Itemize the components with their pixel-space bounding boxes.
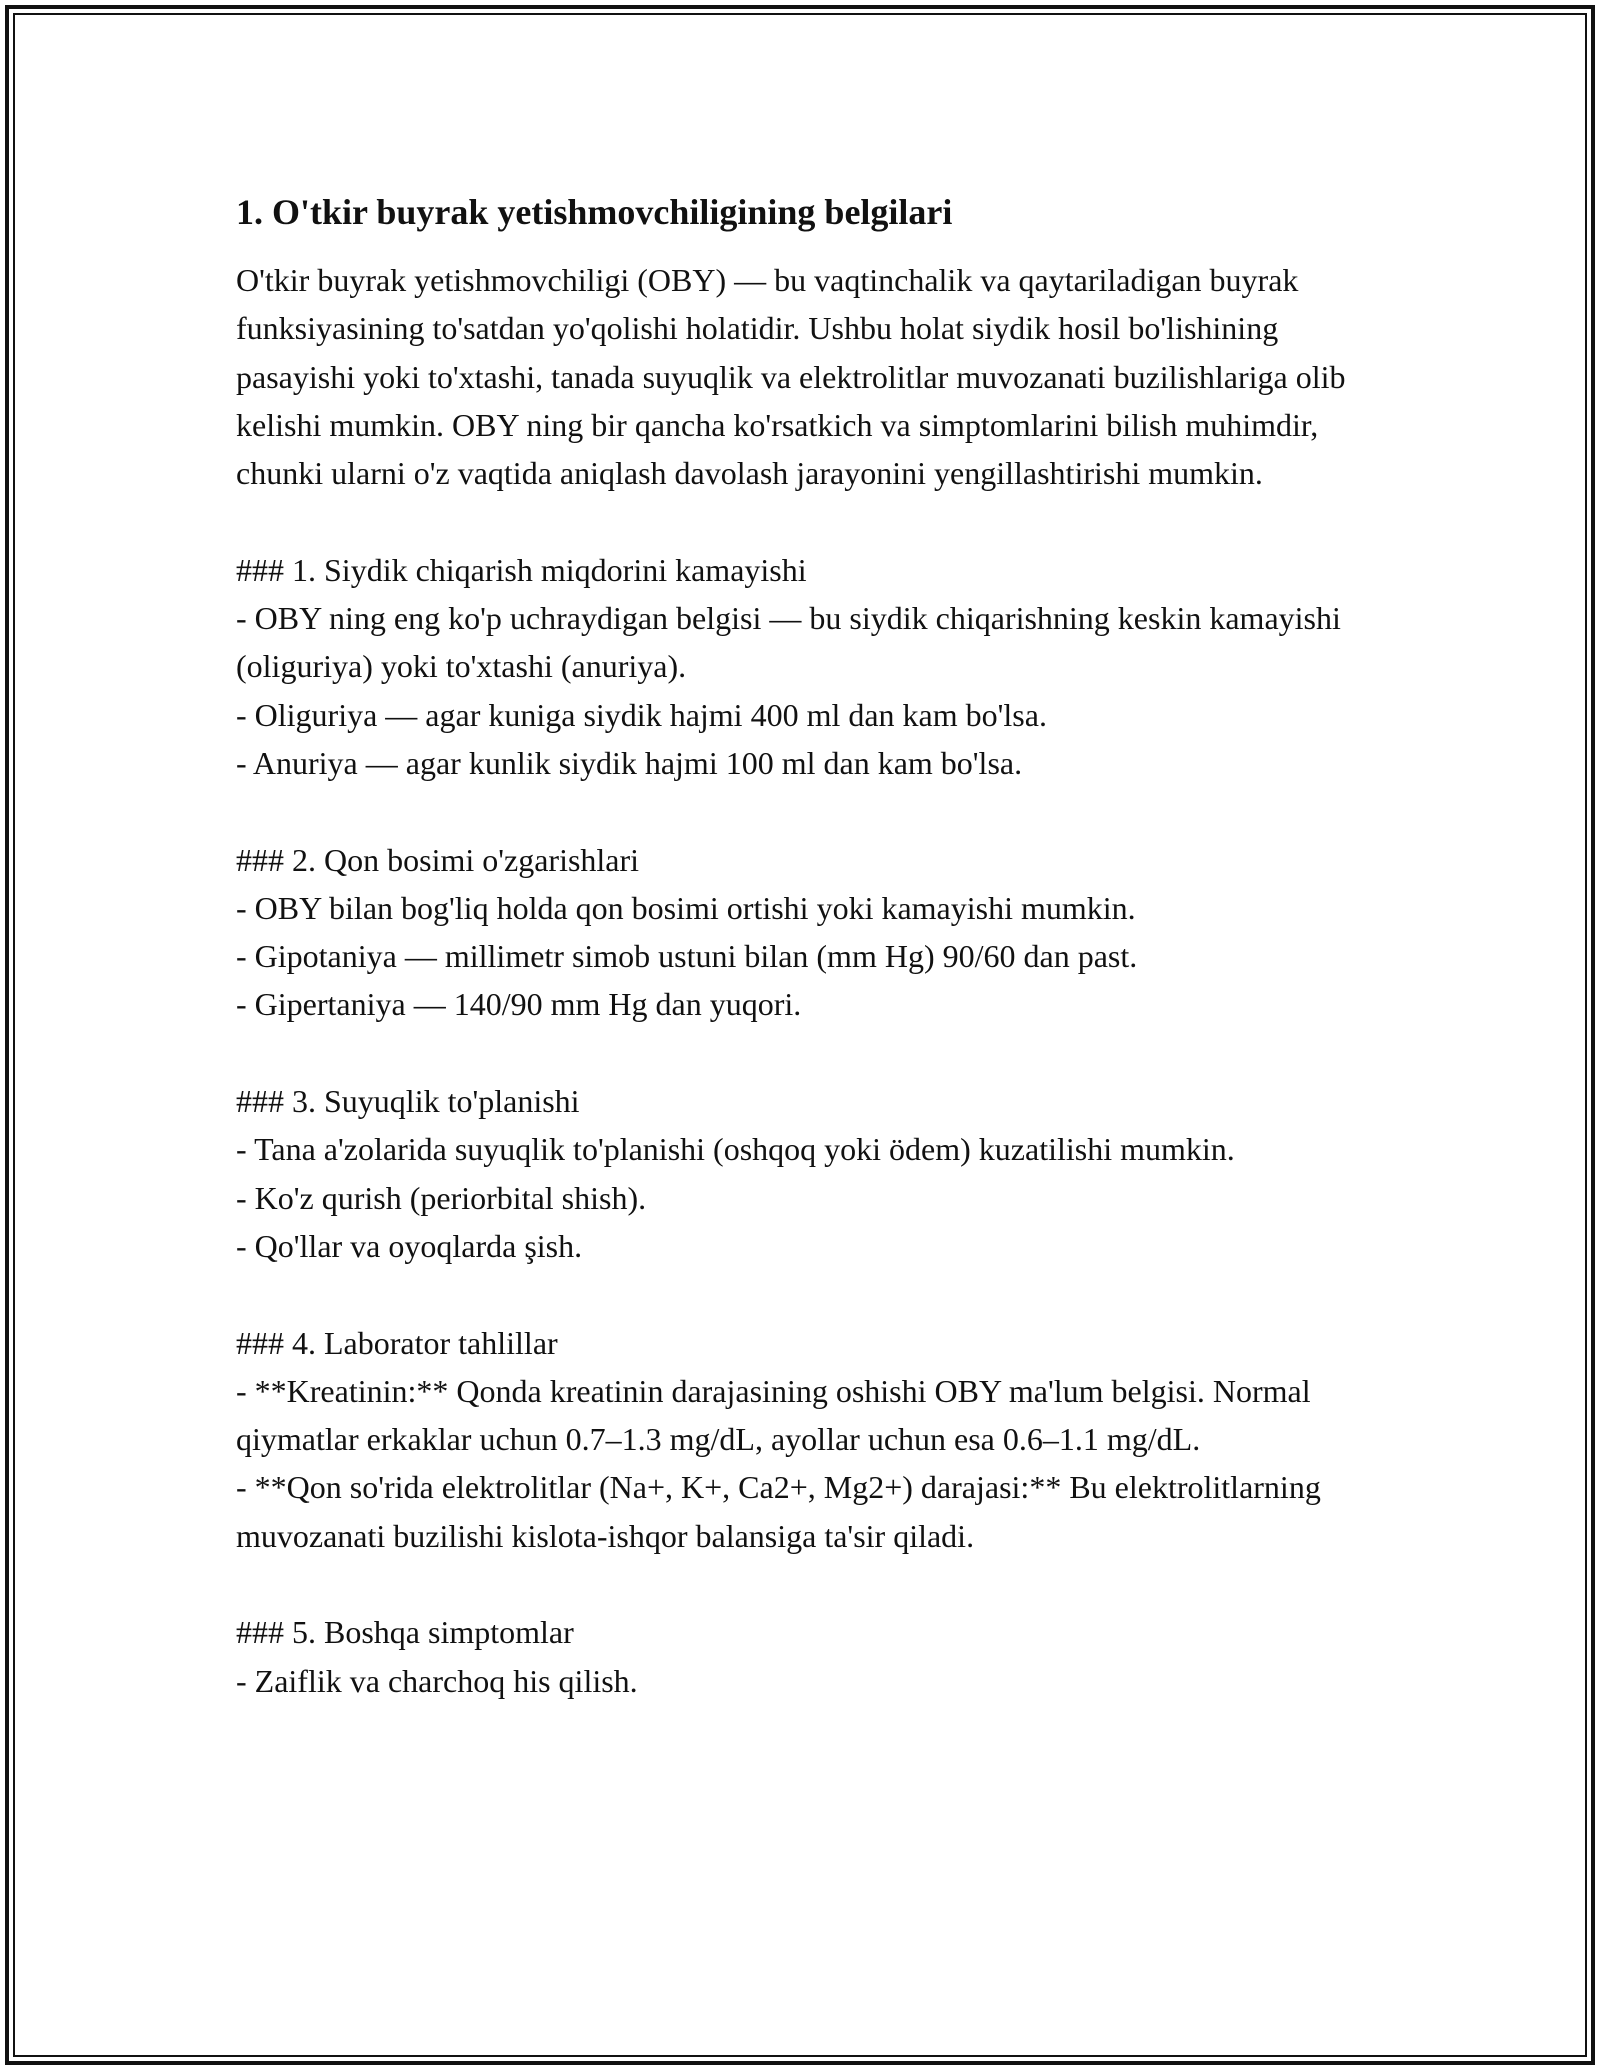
section-spacer (236, 1270, 1386, 1318)
list-item: - Gipotaniya — millimetr simob ustuni bilan (mm Hg) 90/60 dan past. (236, 938, 1138, 975)
section-spacer (236, 1560, 1386, 1608)
document-body (236, 188, 1386, 1705)
section-3 (236, 1077, 1386, 1270)
section-spacer (236, 787, 1386, 835)
list-item: - Tana a'zolarida suyuqlik to'planishi (oshqoq yoki ödem) kuzatilishi mumkin. (236, 1131, 1235, 1168)
section-spacer (236, 497, 1386, 545)
list-item: - Zaiflik va charchoq his qilish. (236, 1662, 638, 1699)
list-item: - OBY ning eng ko'p uchraydigan belgisi — bu siydik chiqarishning keskin kamayishi (oliguriya) yoki to'xtashi (anuriya). (236, 600, 1341, 685)
section-heading: ### 2. Qon bosimi o'zgarishlari (236, 841, 640, 878)
document-title: 1. O'tkir buyrak yetishmovchiligining belgilari (236, 192, 953, 232)
list-item: - Anuriya — agar kunlik siydik hajmi 100 ml dan kam bo'lsa. (236, 744, 1023, 781)
section-5 (236, 1608, 1386, 1705)
section-1 (236, 546, 1386, 787)
section-heading: ### 4. Laborator tahlillar (236, 1324, 558, 1361)
list-item: - OBY bilan bog'liq holda qon bosimi ortishi yoki kamayishi mumkin. (236, 889, 1136, 926)
list-item: - Gipertaniya — 140/90 mm Hg dan yuqori. (236, 986, 802, 1023)
section-2 (236, 836, 1386, 1029)
intro-paragraph: O'tkir buyrak yetishmovchiligi (OBY) — bu vaqtinchalik va qaytariladigan buyrak funksiyasining to'satdan yo'qolishi holatidir. Ushbu holat siydik hosil bo'lishining pasayishi yoki to'xtashi, tanada suyuqlik va elektrolitlar muvozanati buzilishlariga olib kelishi mumkin. OBY ning bir qancha ko'rsatkich va simptomlarini bilish muhimdir, chunki ularni o'z vaqtida aniqlash davolash jarayonini yengillashtirishi mumkin. (236, 262, 1346, 492)
section-4 (236, 1319, 1386, 1560)
section-heading: ### 3. Suyuqlik to'planishi (236, 1083, 580, 1120)
list-item: - Ko'z qurish (periorbital shish). (236, 1179, 647, 1216)
list-item: - Oliguriya — agar kuniga siydik hajmi 400 ml dan kam bo'lsa. (236, 696, 1047, 733)
list-item: - **Kreatinin:** Qonda kreatinin darajasining oshishi OBY ma'lum belgisi. Normal qiymatlar erkaklar uchun 0.7–1.3 mg/dL, ayollar uchun esa 0.6–1.1 mg/dL. (236, 1372, 1311, 1458)
section-heading: ### 5. Boshqa simptomlar (236, 1614, 574, 1651)
section-heading: ### 1. Siydik chiqarish miqdorini kamayishi (236, 551, 807, 588)
list-item: - **Qon so'rida elektrolitlar (Na+, K+, Ca2+, Mg2+) darajasi:** Bu elektrolitlarning muvozanati buzilishi kislota-ishqor balansiga ta'sir qiladi. (236, 1469, 1321, 1554)
list-item: - Qo'llar va oyoqlarda şish. (236, 1227, 583, 1264)
section-spacer (236, 1029, 1386, 1077)
